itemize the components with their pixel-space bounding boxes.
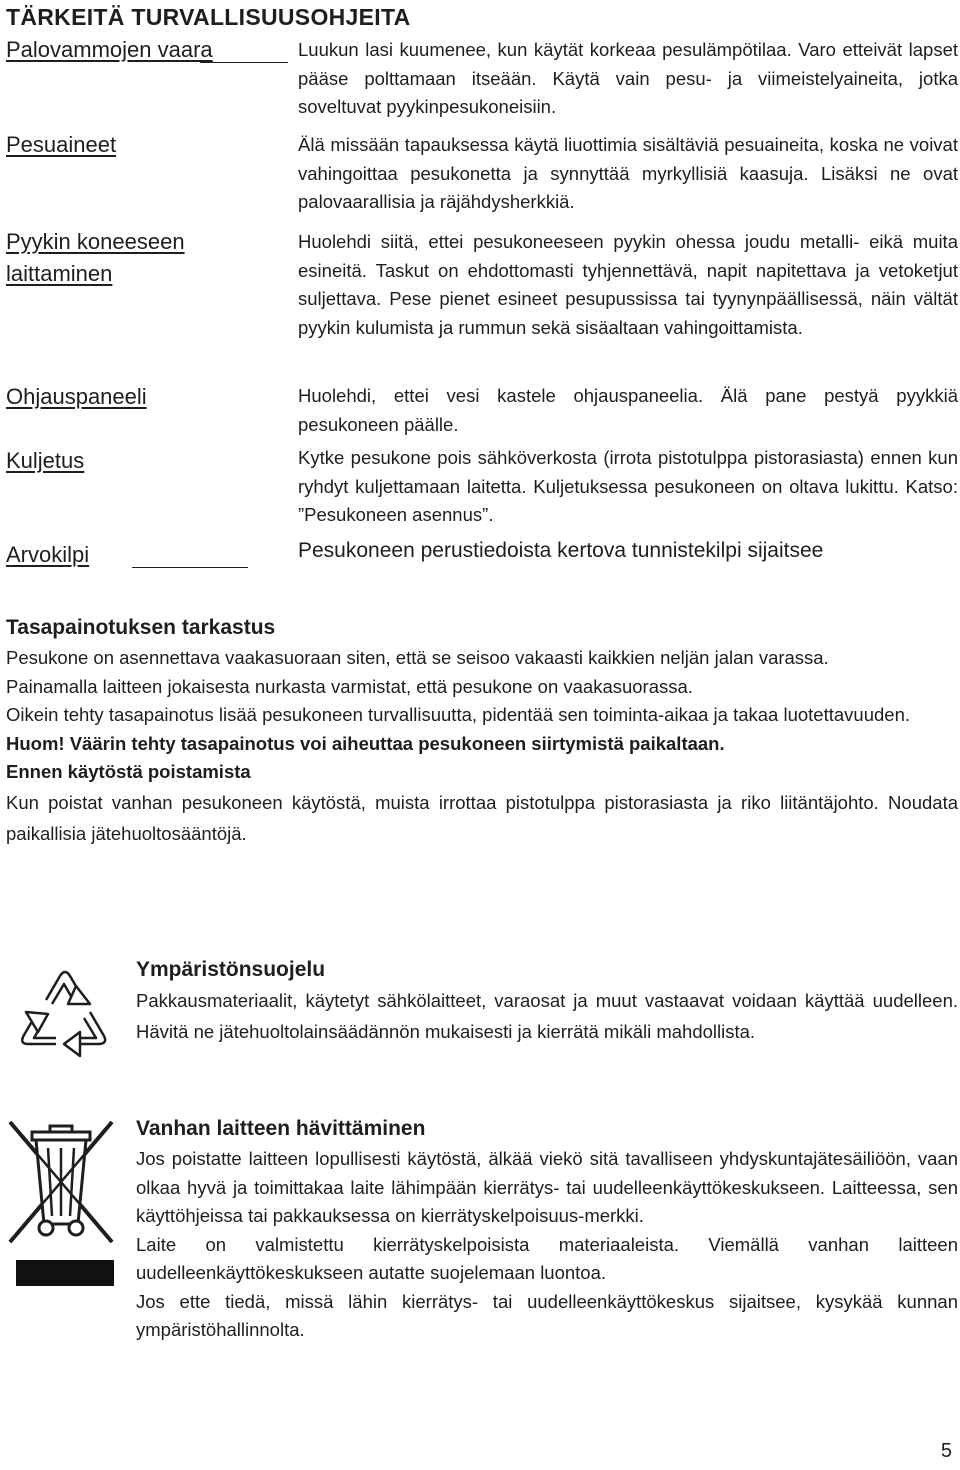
- page-number: 5: [940, 1440, 952, 1462]
- text-transport: Kytke pesukone pois sähköverkosta (irrota pistotulppa pistorasiasta) ennen kun ryhdyt kuljettamaan laitetta. Kuljetuksessa pesukoneen on oltava lukittu. Katso: ”Pesukoneen asennus”.: [298, 447, 958, 525]
- disposal-heading: Vanhan laitteen hävittäminen: [136, 1117, 426, 1140]
- term-detergents: Pesuaineet: [6, 132, 117, 157]
- disposal-paragraph-2: Laite on valmistettu kierrätyskelpoisista materiaaleista. Viemällä vanhan laitteen uudelleenkäyttökeskukseen autatte suojelemaan luontoa.: [136, 1233, 958, 1283]
- term-loading-line2: laittaminen: [6, 261, 113, 286]
- balance-warning: Huom! Väärin tehty tasapainotus voi aiheuttaa pesukoneen siirtymistä paikaltaan.: [6, 732, 725, 754]
- term-loading-laundry: [6, 226, 185, 290]
- environment-heading: Ympäristönsuojelu: [136, 958, 326, 981]
- term-loading-line1: Pyykin koneeseen: [6, 229, 185, 254]
- balance-paragraph-2: Painamalla laitteen jokaisesta nurkasta varmistat, että pesukone on vaakasuorassa.: [6, 675, 693, 697]
- text-rating-plate: Pesukoneen perustiedoista kertova tunnistekilpi sijaitsee: [298, 539, 824, 562]
- disposal-text: [136, 1145, 958, 1345]
- term-underline: [132, 567, 248, 568]
- term-burn-hazard: Palovammojen vaara: [6, 37, 213, 62]
- crossed-out-bin-icon: [6, 1118, 116, 1294]
- recycle-icon: [6, 960, 124, 1060]
- text-loading-laundry: Huolehdi siitä, ettei pesukoneeseen pyykin ohessa joudu metalli- eikä muita esineitä. Taskut on ehdottomasti tyhjennettävä, napit napitettava ja vetoketjut suljettava. Pese pienet esineet pesupussissa tai tyynynpäällisessä, näin vältät pyykin kulumista ja rummun sekä sisäaltaan vahingoittamista.: [298, 231, 958, 338]
- balance-paragraph-3: Oikein tehty tasapainotus lisää pesukoneen turvallisuutta, pidentää sen toiminta-aikaa ja takaa luotettavuuden.: [6, 704, 910, 725]
- decommission-heading: Ennen käytöstä poistamista: [6, 761, 251, 782]
- term-transport: Kuljetus: [6, 448, 85, 473]
- environment-text: Pakkausmateriaalit, käytetyt sähkölaitteet, varaosat ja muut vastaavat voidaan käyttää uudelleen. Hävitä ne jätehuoltolainsäädännön mukaisesti ja kierrätä mikäli mahdollista.: [136, 990, 958, 1042]
- text-detergents: Älä missään tapauksessa käytä liuottimia sisältäviä pesuaineita, koska ne voivat vahingoittaa pesukonetta ja synnyttää myrkyllisiä kaasuja. Lisäksi ne ovat palovaarallisia ja räjähdysherkkiä.: [298, 134, 958, 212]
- balance-text: [6, 644, 958, 849]
- text-burn-hazard: Luukun lasi kuumenee, kun käytät korkeaa pesulämpötilaa. Varo etteivät lapset pääse polttamaan itseään. Käytä vain pesu- ja viimeistelyaineita, jotka soveltuvat pyykinpesukoneisiin.: [298, 39, 958, 117]
- page-title: TÄRKEITÄ TURVALLISUUSOHJEITA: [6, 4, 411, 30]
- text-control-panel: Huolehdi, ettei vesi kastele ohjauspaneelia. Älä pane pestyä pyykkiä pesukoneen päälle.: [298, 385, 958, 435]
- disposal-paragraph-1: Jos poistatte laitteen lopullisesti käytöstä, älkää viekö sitä tavalliseen yhdyskuntajätesäiliöön, vaan olkaa hyvä ja toimittakaa laite lähimpään kierrätys- tai uudelleenkäyttökeskukseen. Laitteessa, sen käyttöhjeissa tai pakkauksessa on kierrätyskelpoisuus-merkki.: [136, 1148, 958, 1226]
- balance-heading: Tasapainotuksen tarkastus: [6, 616, 276, 639]
- disposal-paragraph-3: Jos ette tiedä, missä lähin kierrätys- tai uudelleenkäyttökeskus sijaitsee, kysykää kunnan ympäristöhallinnolta.: [136, 1290, 958, 1340]
- term-control-panel: Ohjauspaneeli: [6, 384, 147, 409]
- decommission-text: Kun poistat vanhan pesukoneen käytöstä, muista irrottaa pistotulppa pistorasiasta ja riko liitäntäjohto. Noudata paikallisia jätehuoltosääntöjä.: [6, 791, 958, 844]
- balance-paragraph-1: Pesukone on asennettava vaakasuoraan siten, että se seisoo vakaasti kaikkien neljän jalan varassa.: [6, 647, 829, 668]
- term-underline: [200, 62, 288, 63]
- term-rating-plate: Arvokilpi: [6, 542, 90, 567]
